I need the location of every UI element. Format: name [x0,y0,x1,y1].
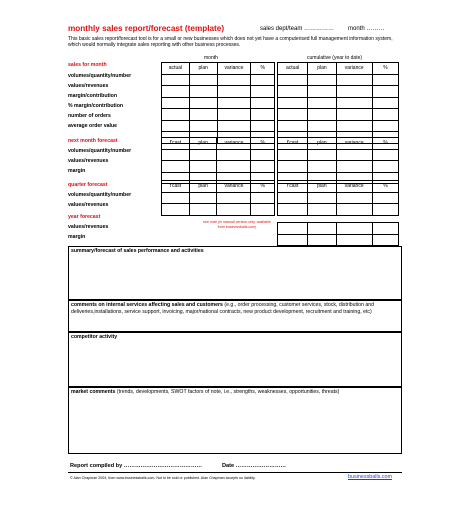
row-label: volumes/quantity/number [68,73,132,79]
year-cumulative-table [277,222,399,246]
cell[interactable] [372,223,398,235]
col-variance: variance [217,63,251,75]
month-field: month ……… [348,26,385,32]
row-label: volumes/quantity/number [68,148,132,154]
cell[interactable] [278,161,308,173]
col-percent: % [251,181,275,193]
cell[interactable] [336,97,372,109]
cell[interactable] [278,149,308,161]
col-fcast: f'cast [278,181,308,193]
col-plan: plan [308,138,336,150]
cell[interactable] [162,149,190,161]
cell[interactable] [278,97,308,109]
cell[interactable] [278,120,308,132]
cell[interactable] [162,109,190,121]
cell[interactable] [251,192,275,204]
cell[interactable] [308,161,336,173]
cell[interactable] [189,192,217,204]
row-label: number of orders [68,113,111,119]
cell[interactable] [278,204,308,216]
cell[interactable] [251,120,275,132]
cell[interactable] [278,109,308,121]
col-plan: plan [308,63,336,75]
section-next-month-forecast: next month forecast [68,138,118,144]
year-forecast-note: see note (in manual version only, available from businessballs.com) [203,220,271,229]
cell[interactable] [372,192,398,204]
sales-month-table [161,62,275,144]
cell[interactable] [336,120,372,132]
date-field: Date ……………………… [222,463,287,469]
cell[interactable] [278,74,308,86]
cell[interactable] [308,86,336,98]
cell[interactable] [251,161,275,173]
competitor-label: competitor activity [71,334,118,340]
cell[interactable] [217,149,251,161]
col-percent: % [251,138,275,150]
cell[interactable] [336,74,372,86]
summary-label: summary/forecast of sales performance and activities [71,248,204,254]
cell[interactable] [336,86,372,98]
cell[interactable] [308,192,336,204]
cell[interactable] [308,234,336,246]
col-plan: plan [308,181,336,193]
footer-divider [68,472,402,473]
cell[interactable] [217,109,251,121]
cell[interactable] [162,97,190,109]
row-label: margin/contribution [68,93,117,99]
cell[interactable] [189,97,217,109]
cell[interactable] [162,74,190,86]
cell[interactable] [162,192,190,204]
row-label: margin [68,234,86,240]
col-plan: plan [189,181,217,193]
cell[interactable] [251,149,275,161]
col-actual: actual [278,63,308,75]
cell[interactable] [336,192,372,204]
cell[interactable] [372,74,398,86]
cell[interactable] [251,109,275,121]
row-label: average order value [68,123,118,129]
row-label: values/revenues [68,158,109,164]
comments-label: comments on internal services affecting sales and customers (e.g., order processing, customer services, stock, distribution and deliveries,installations, service support, invoicing, major/national contracts, new product development, recruitment and training, etc) [71,302,375,315]
competitor-box[interactable] [68,332,402,387]
col-variance: variance [336,63,372,75]
next-month-table [161,137,275,184]
col-percent: % [251,63,275,75]
col-variance: variance [336,181,372,193]
page-title: monthly sales report/forecast (template) [68,24,225,33]
col-variance: variance [336,138,372,150]
row-label: volumes/quantity/number [68,192,132,198]
row-label: % margin/contribution [68,103,124,109]
cell[interactable] [372,97,398,109]
cell[interactable] [372,149,398,161]
cumulative-col-header: cumulative (year to date) [307,55,363,61]
cell[interactable] [308,204,336,216]
cell[interactable] [308,223,336,235]
section-year-forecast: year forecast [68,214,101,220]
cell[interactable] [372,109,398,121]
cell[interactable] [217,120,251,132]
col-percent: % [372,138,398,150]
cell[interactable] [308,97,336,109]
cell[interactable] [217,97,251,109]
quarter-table [161,180,275,216]
cell[interactable] [372,120,398,132]
col-fcast: f'cast [162,138,190,150]
market-label: market comments (trends, developments, SWOT factors of note, i.e., strengths, weaknesses, opportunities, threats) [71,389,340,395]
quarter-cumulative-table [277,180,399,216]
sales-cumulative-table [277,62,399,144]
cell[interactable] [278,86,308,98]
comments-box[interactable] [68,300,402,332]
cell[interactable] [189,109,217,121]
cell[interactable] [308,120,336,132]
cell[interactable] [308,149,336,161]
col-fcast: f'cast [278,138,308,150]
row-label: margin [68,168,86,174]
cell[interactable] [217,192,251,204]
copyright-text: © Alan Chapman 2004, from www.businessballs.com. Not to be sold or published. Alan Chapman accepts no liability. [70,476,256,480]
cell[interactable] [162,204,190,216]
report-compiled-field: Report compiled by …………………………………… [70,463,203,469]
col-variance: variance [217,138,251,150]
cell[interactable] [372,86,398,98]
cell[interactable] [189,204,217,216]
cell[interactable] [217,161,251,173]
market-box[interactable] [68,387,402,454]
cell[interactable] [336,204,372,216]
cell[interactable] [278,223,308,235]
cell[interactable] [336,149,372,161]
cell[interactable] [189,161,217,173]
cell[interactable] [278,234,308,246]
cell[interactable] [162,161,190,173]
cell[interactable] [251,204,275,216]
cell[interactable] [217,74,251,86]
section-quarter-forecast: quarter forecast [68,182,108,188]
col-plan: plan [189,138,217,150]
summary-box[interactable] [68,246,402,300]
month-col-header: month [204,55,218,61]
cell[interactable] [251,74,275,86]
section-sales-for-month: sales for month [68,62,107,68]
col-percent: % [372,181,398,193]
cell[interactable] [336,109,372,121]
next-month-cumulative-table [277,137,399,184]
cell[interactable] [336,223,372,235]
cell[interactable] [189,149,217,161]
col-variance: variance [217,181,251,193]
cell[interactable] [278,192,308,204]
sales-dept-field: sales dept/team …………… [260,26,335,32]
col-fcast: f'cast [162,181,190,193]
cell[interactable] [189,74,217,86]
intro-text: This basic sales report/forecast tool is for a small or new businesses which does not yet have a computerised full management information system, which would normally integrate sales reporting with other business processes. [68,36,393,48]
cell[interactable] [372,234,398,246]
cell[interactable] [189,120,217,132]
row-label: values/revenues [68,83,109,89]
cell[interactable] [251,86,275,98]
businessballs-link[interactable]: businessballs.com [348,474,393,480]
cell[interactable] [217,204,251,216]
row-label: values/revenues [68,202,109,208]
cell[interactable] [336,234,372,246]
cell[interactable] [308,74,336,86]
cell[interactable] [162,120,190,132]
cell[interactable] [336,161,372,173]
cell[interactable] [251,97,275,109]
cell[interactable] [372,161,398,173]
col-percent: % [372,63,398,75]
cell[interactable] [372,204,398,216]
cell[interactable] [308,109,336,121]
cell[interactable] [189,86,217,98]
row-label: values/revenues [68,224,109,230]
col-plan: plan [189,63,217,75]
cell[interactable] [162,86,190,98]
cell[interactable] [217,86,251,98]
col-actual: actual [162,63,190,75]
